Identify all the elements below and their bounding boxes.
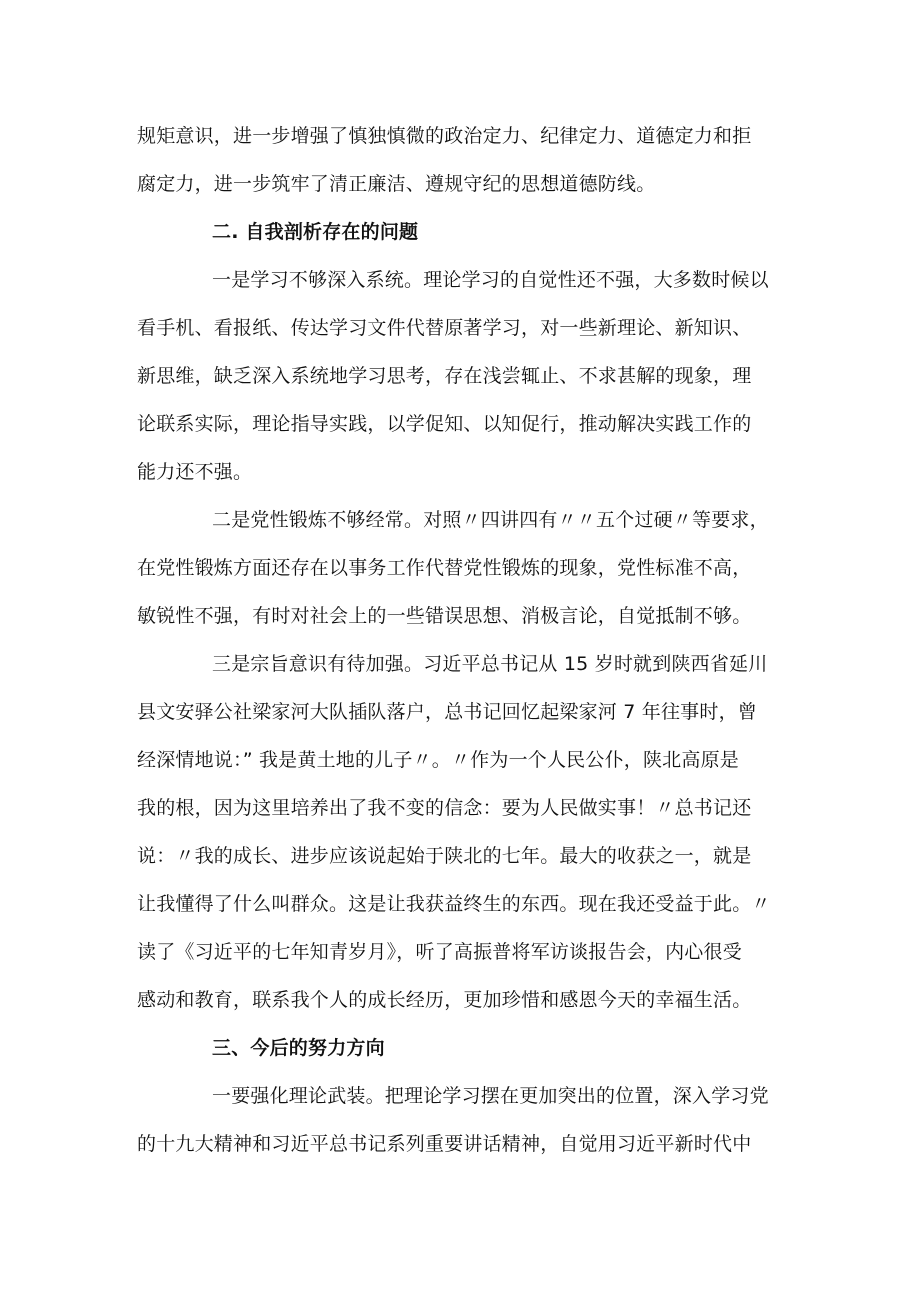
paragraph-line: 看手机、看报纸、传达学习文件代替原著学习，对一些新理论、新知识、 xyxy=(137,317,752,339)
paragraph-line: 敏锐性不强，有时对社会上的一些错误思想、消极言论，自觉抵制不够。 xyxy=(137,605,752,627)
paragraph-line: 能力还不强。 xyxy=(137,461,253,483)
paragraph-line: 让我懂得了什么叫群众。这是让我获益终生的东西。现在我还受益于此。〃 xyxy=(137,893,771,915)
paragraph-line: 在党性锻炼方面还存在以事务工作代替党性锻炼的现象，党性标准不高， xyxy=(137,557,752,579)
section-heading: 二. 自我剖析存在的问题 xyxy=(212,221,419,243)
paragraph-line: 论联系实际，理论指导实践，以学促知、以知促行，推动解决实践工作的 xyxy=(137,413,752,435)
paragraph-line: 一要强化理论武装。把理论学习摆在更加突出的位置，深入学习党 xyxy=(212,1085,769,1107)
paragraph-line: 经深情地说：” 我是黄土地的儿子〃。〃作为一个人民公仆，陕北高原是 xyxy=(137,749,739,771)
paragraph-line: 腐定力，进一步筑牢了清正廉洁、遵规守纪的思想道德防线。 xyxy=(137,173,656,195)
paragraph-line: 二是党性锻炼不够经常。对照〃四讲四有〃〃五个过硬〃等要求， xyxy=(212,509,769,531)
paragraph-line: 读了《习近平的七年知青岁月》，听了高振普将军访谈报告会，内心很受 xyxy=(137,941,742,963)
paragraph-line: 县文安驿公社梁家河大队插队落户，总书记回忆起梁家河 7 年往事时，曾 xyxy=(137,701,757,723)
section-heading: 三、今后的努力方向 xyxy=(212,1037,385,1059)
paragraph-line: 一是学习不够深入系统。理论学习的自觉性还不强，大多数时候以 xyxy=(212,269,769,291)
paragraph-line: 新思维，缺乏深入系统地学习思考，存在浅尝辄止、不求甚解的现象，理 xyxy=(137,365,752,387)
paragraph-line: 感动和教育，联系我个人的成长经历，更加珍惜和感恩今天的幸福生活。 xyxy=(137,989,752,1011)
paragraph-line: 三是宗旨意识有待加强。习近平总书记从 15 岁时就到陕西省延川 xyxy=(212,653,768,675)
paragraph-line: 说：〃我的成长、进步应该说起始于陕北的七年。最大的收获之一，就是 xyxy=(137,845,752,867)
paragraph-line: 规矩意识，进一步增强了慎独慎微的政治定力、纪律定力、道德定力和拒 xyxy=(137,125,752,147)
paragraph-line: 我的根，因为这里培养出了我不变的信念：要为人民做实事！〃总书记还 xyxy=(137,797,752,819)
paragraph-line: 的十九大精神和习近平总书记系列重要讲话精神，自觉用习近平新时代中 xyxy=(137,1133,752,1155)
